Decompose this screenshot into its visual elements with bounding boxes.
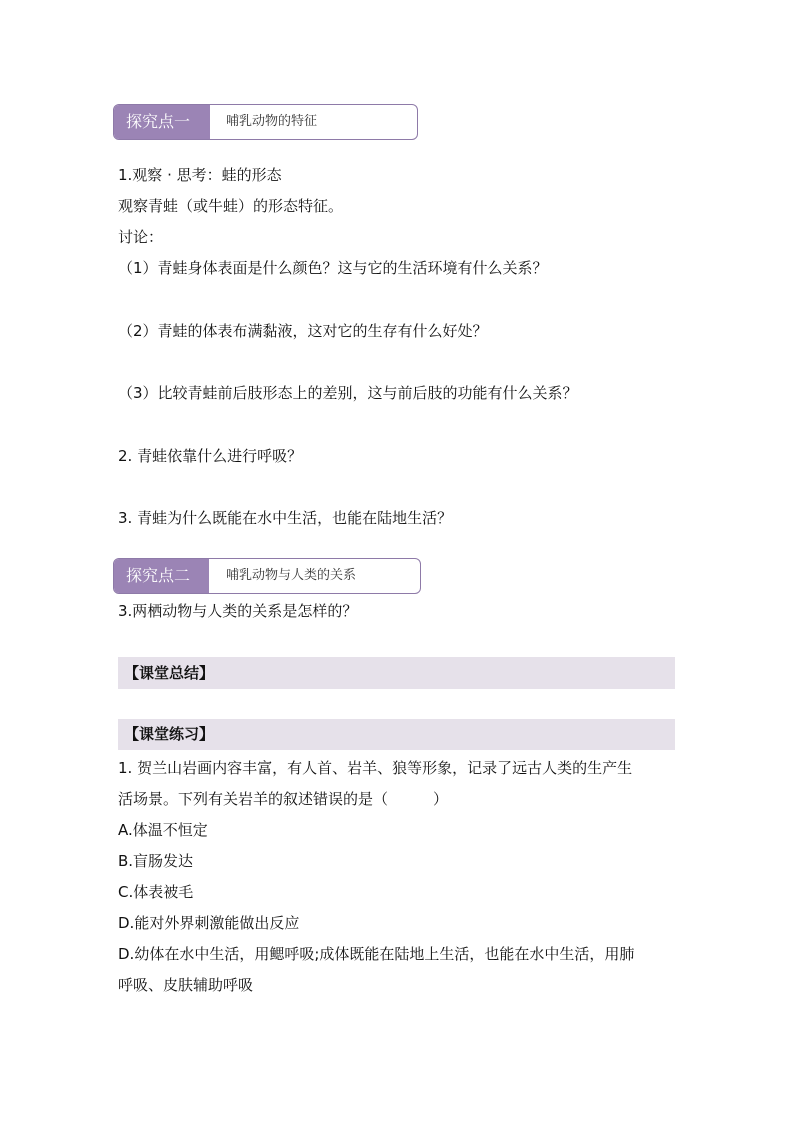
question-2: 2. 青蛙依靠什么进行呼吸？ (118, 447, 303, 465)
question-3: 3. 青蛙为什么既能在水中生活，也能在陆地生活？ (118, 509, 453, 527)
summary-heading-bar (118, 657, 675, 689)
section-tag-2-title: 哺乳动物与人类的关系 (226, 568, 357, 583)
section-tag-2-label: 探究点二 (114, 559, 209, 593)
question-1-sub-3: （3）比较青蛙前后肢形态上的差别，这与前后肢的功能有什么关系？ (118, 384, 578, 402)
question-1-discuss-label: 讨论： (118, 228, 164, 246)
practice-option-c: C.体表被毛 (118, 883, 194, 901)
question-1-heading: 1.观察 · 思考：蛙的形态 (118, 166, 282, 184)
question-1-sub-2: （2）青蛙的体表布满黏液，这对它的生存有什么好处？ (118, 322, 488, 340)
practice-stem-line-2: 活场景。下列有关岩羊的叙述错误的是（ ） (118, 790, 449, 808)
practice-stem-line-1: 1. 贺兰山岩画内容丰富，有人首、岩羊、狼等形象，记录了远古人类的生产生 (118, 759, 633, 777)
practice-option-d-2-line-2: 呼吸、皮肤辅助呼吸 (118, 976, 254, 994)
practice-option-d-1: D.能对外界刺激能做出反应 (118, 914, 300, 932)
question-1-intro: 观察青蛙（或牛蛙）的形态特征。 (118, 197, 344, 215)
section-tag-1 (113, 104, 418, 140)
practice-option-a: A.体温不恒定 (118, 821, 208, 839)
practice-option-d-2-line-1: D.幼体在水中生活，用鳃呼吸;成体既能在陆地上生活，也能在水中生活，用肺 (118, 945, 635, 963)
section-tag-1-label: 探究点一 (114, 105, 210, 139)
section-tag-1-title: 哺乳动物的特征 (226, 114, 318, 129)
summary-heading: 【课堂总结】 (124, 664, 215, 682)
practice-heading: 【课堂练习】 (124, 725, 215, 743)
question-4: 3.两栖动物与人类的关系是怎样的？ (118, 602, 358, 620)
practice-heading-bar (118, 719, 675, 750)
question-1-sub-1: （1）青蛙身体表面是什么颜色？这与它的生活环境有什么关系？ (118, 259, 548, 277)
section-tag-2 (113, 558, 421, 594)
practice-option-b: B.盲肠发达 (118, 852, 194, 870)
